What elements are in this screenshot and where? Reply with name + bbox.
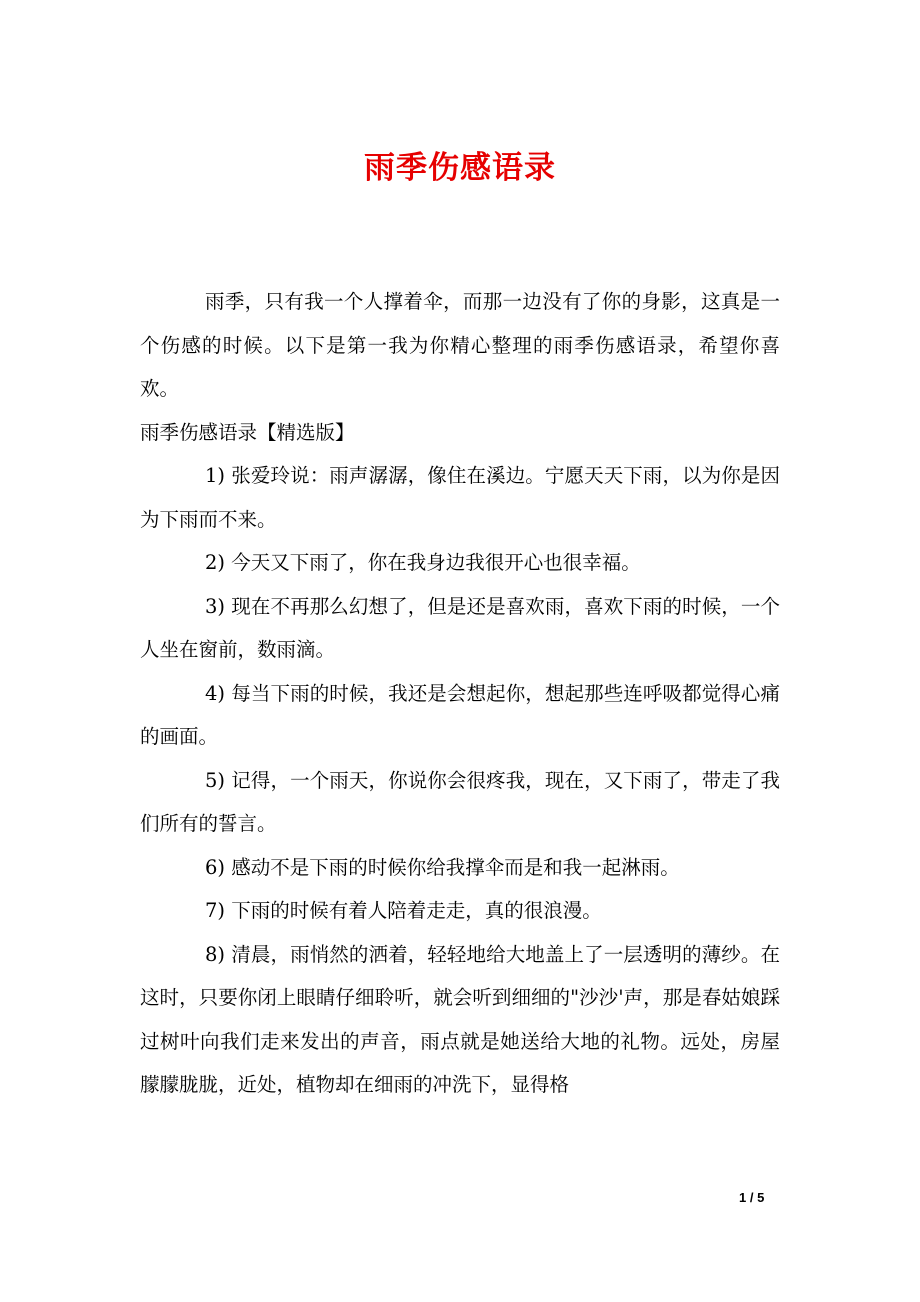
quote-item-2: 2) 今天又下雨了，你在我身边我很开心也很幸福。 xyxy=(205,551,641,574)
document-title: 雨季伤感语录 xyxy=(364,150,556,186)
quote-item-6: 6) 感动不是下雨的时候你给我撑伞而是和我一起淋雨。 xyxy=(205,855,680,879)
quote-item-3: 3) 现在不再那么幻想了，但是还是喜欢雨，喜欢下雨的时候，一个人坐在窗前，数雨滴。 xyxy=(140,594,780,661)
quote-item-8: 8) 清晨，雨悄然的洒着，轻轻地给大地盖上了一层透明的薄纱。在这时，只要你闭上眼睛仔细聆听，就会听到细细的"沙沙'声，那是春姑娘踩过树叶向我们走来发出的声音，雨点就是她送给大地的礼物。远处，房屋朦朦胧胧，近处，植物却在细雨的冲洗下，显得格 xyxy=(140,942,780,1096)
document-body xyxy=(140,280,780,1107)
intro-paragraph: 雨季，只有我一个人撑着伞，而那一边没有了你的身影，这真是一个伤感的时候。以下是第一我为你精心整理的雨季伤感语录，希望你喜欢。 xyxy=(140,290,780,400)
quote-item-5: 5) 记得，一个雨天，你说你会很疼我，现在，又下雨了，带走了我们所有的誓言。 xyxy=(140,768,780,835)
quote-item-1: 1) 张爱玲说：雨声潺潺，像住在溪边。宁愿天天下雨，以为你是因为下雨而不来。 xyxy=(140,464,780,531)
page-number: 1 / 5 xyxy=(739,1190,765,1205)
quote-item-4: 4) 每当下雨的时候，我还是会想起你，想起那些连呼吸都觉得心痛的画面。 xyxy=(140,681,780,748)
quote-item-7: 7) 下雨的时候有着人陪着走走，真的很浪漫。 xyxy=(205,899,602,922)
section-heading: 雨季伤感语录【精选版】 xyxy=(140,420,355,444)
